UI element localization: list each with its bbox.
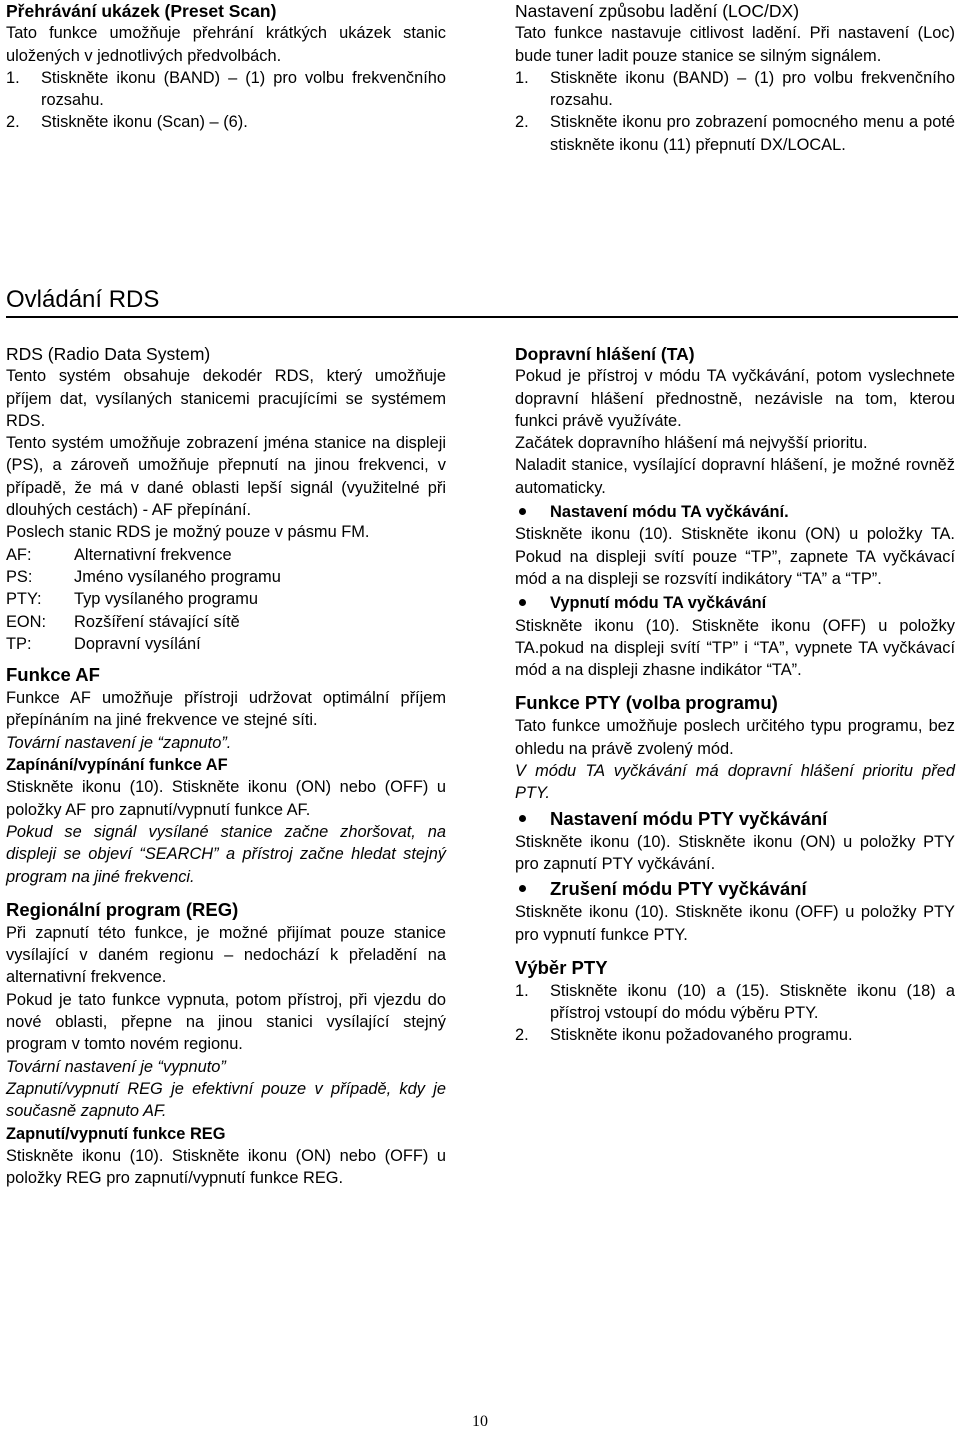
loc-dx-step <box>515 111 955 156</box>
step-text: Stiskněte ikonu (10) a (15). Stiskněte ikonu (18) a přístroj vstoupí do módu výběru PTY. <box>550 981 955 1023</box>
bullet-label: Nastavení módu TA vyčkávání. <box>550 503 789 522</box>
reg-factory-note: Tovární nastavení je “vypnuto” <box>6 1057 226 1076</box>
term-key: AF: <box>6 545 32 564</box>
preset-scan-intro: Tato funkce umožňuje přehrání krátkých ukázek stanic uložených v jednotlivých předvolbách. <box>6 24 446 65</box>
ta-paragraph: Pokud je přístroj v módu TA vyčkávání, potom vyslechnete dopravní hlášení přednostně, nezávisle na tom, kterou funkci právě využíváte. <box>515 367 955 430</box>
left-column <box>6 343 446 1189</box>
page-number: 10 <box>472 1413 488 1430</box>
step-text: Stiskněte ikonu (Scan) – (6). <box>41 113 248 132</box>
step-text: Stiskněte ikonu (BAND) – (1) pro volbu frekvenčního rozsahu. <box>41 68 446 110</box>
preset-scan-step <box>6 67 446 112</box>
ta-heading: Dopravní hlášení (TA) <box>515 344 695 364</box>
af-factory-note: Tovární nastavení je “zapnuto”. <box>6 733 232 752</box>
term-value: Alternativní frekvence <box>74 545 232 564</box>
reg-paragraph: Pokud je tato funkce vypnuta, potom přístroj, při vjezdu do nové oblasti, přepne na jinou stanici vysílající stejný program v tomto novém regionu. <box>6 990 446 1054</box>
ta-bullet <box>515 592 955 614</box>
pty-select-step <box>515 1024 955 1046</box>
rds-heading: RDS (Radio Data System) <box>6 344 211 364</box>
term-value: Dopravní vysílání <box>74 634 201 653</box>
term-key: PS: <box>6 567 33 586</box>
reg-note: Zapnutí/vypnutí REG je efektivní pouze v případě, kdy je současně zapnuto AF. <box>6 1079 446 1121</box>
right-column <box>515 343 955 1047</box>
bullet-icon <box>515 501 550 523</box>
ta-paragraph: Začátek dopravního hlášení má nejvyšší prioritu. <box>515 434 868 453</box>
pty-note: V módu TA vyčkávání má dopravní hlášení prioritu před PTY. <box>515 762 955 803</box>
af-heading: Funkce AF <box>6 664 100 686</box>
step-number: 1. <box>515 68 529 87</box>
preset-scan-step <box>6 111 446 133</box>
loc-dx-heading: Nastavení způsobu ladění (LOC/DX) <box>515 1 800 21</box>
pty-bullet-text: Stiskněte ikonu (10). Stiskněte ikonu (OFF) u položky PTY pro vypnutí funkce PTY. <box>515 903 955 944</box>
af-subheading: Zapínání/vypínání funkce AF <box>6 756 228 775</box>
term-key: EON: <box>6 612 47 631</box>
bullet-icon <box>515 877 550 901</box>
rds-paragraph: Tento systém obsahuje dekodér RDS, který umožňuje příjem dat, vysílaných stanicemi pracujícími se systémem RDS. <box>6 367 446 430</box>
reg-paragraph: Při zapnutí této funkce, je možné přijímat pouze stanice vysílající v daném regionu – nedochází k přeladění na alternativní frekvence. <box>6 923 446 987</box>
bullet-icon <box>515 592 550 614</box>
af-note: Pokud se signál vysílané stanice začne zhoršovat, na displeji se objeví “SEARCH” a přístroj začne hledat stejný program na jiné frekvenci. <box>6 822 446 886</box>
bullet-label: Nastavení módu PTY vyčkávání <box>550 807 828 829</box>
term-value: Rozšíření stávající sítě <box>74 612 240 631</box>
pty-select-step <box>515 980 955 1025</box>
rds-paragraph: Tento systém umožňuje zobrazení jména stanice na displeji (PS), a zároveň umožňuje přepnutí na jinou frekvenci, v případě, že má v dané oblasti lepší signál (využitelné při dlouhých cestách) - AF přepínání. <box>6 434 446 520</box>
pty-select-heading: Výběr PTY <box>515 956 608 978</box>
bullet-label: Vypnutí módu TA vyčkávání <box>550 594 767 613</box>
preset-scan-section <box>6 0 446 134</box>
step-number: 2. <box>6 113 20 132</box>
loc-dx-step <box>515 67 955 112</box>
term-row <box>6 633 446 655</box>
ta-bullet <box>515 501 955 523</box>
term-row <box>6 544 446 566</box>
af-paragraph: Stiskněte ikonu (10). Stiskněte ikonu (ON) nebo (OFF) u položky AF pro zapnutí/vypnutí funkce AF. <box>6 778 446 819</box>
pty-paragraph: Tato funkce umožňuje poslech určitého typu programu, bez ohledu na právě zvolený mód. <box>515 717 955 758</box>
term-row <box>6 611 446 633</box>
af-paragraph: Funkce AF umožňuje přístroji udržovat optimální příjem přepínáním na jiné frekvence ve stejné síti. <box>6 689 446 730</box>
pty-bullet-text: Stiskněte ikonu (10). Stiskněte ikonu (ON) u položky PTY pro zapnutí PTY vyčkávání. <box>515 832 955 873</box>
term-row <box>6 588 446 610</box>
section-title: Ovládání RDS <box>6 284 958 318</box>
reg-paragraph: Stiskněte ikonu (10). Stiskněte ikonu (ON) nebo (OFF) u položky REG pro zapnutí/vypnutí funkce REG. <box>6 1146 446 1188</box>
bullet-icon <box>515 807 550 831</box>
reg-heading: Regionální program (REG) <box>6 898 239 920</box>
step-number: 1. <box>515 981 529 1000</box>
loc-dx-intro: Tato funkce nastavuje citlivost ladění. Při nastavení (Loc) bude tuner ladit pouze stanice se silným signálem. <box>515 24 955 65</box>
step-number: 2. <box>515 113 529 132</box>
pty-bullet <box>515 807 955 831</box>
pty-bullet <box>515 877 955 901</box>
term-value: Jméno vysílaného programu <box>74 567 281 586</box>
rds-terms-list <box>6 544 446 655</box>
term-key: TP: <box>6 634 32 653</box>
bullet-label: Zrušení módu PTY vyčkávání <box>550 878 807 900</box>
term-key: PTY: <box>6 590 42 609</box>
step-text: Stiskněte ikonu požadovaného programu. <box>550 1026 853 1045</box>
term-row <box>6 566 446 588</box>
term-value: Typ vysílaného programu <box>74 590 259 609</box>
step-text: Stiskněte ikonu pro zobrazení pomocného menu a poté stiskněte ikonu (11) přepnutí DX/LOCAL. <box>550 113 955 154</box>
step-number: 1. <box>6 68 20 87</box>
ta-bullet-text: Stiskněte ikonu (10). Stiskněte ikonu (OFF) u položky TA.pokud na displeji svítí “TP” i “TA”, vypnete TA vyčkávací mód a na displeji zhasne indikátor “TA”. <box>515 616 955 680</box>
preset-scan-heading: Přehrávání ukázek (Preset Scan) <box>6 1 277 21</box>
ta-bullet-text: Stiskněte ikonu (10). Stiskněte ikonu (ON) u položky TA. Pokud na displeji svítí pouze “TP”, zapnete TA vyčkávací mód a na displeji se rozsvítí indikátory “TA” a “TP”. <box>515 525 955 588</box>
reg-subheading: Zapnutí/vypnutí funkce REG <box>6 1124 226 1143</box>
pty-heading: Funkce PTY (volba programu) <box>515 692 778 714</box>
ta-paragraph: Naladit stanice, vysílající dopravní hlášení, je možné rovněž automaticky. <box>515 456 955 497</box>
loc-dx-section <box>515 0 955 156</box>
step-text: Stiskněte ikonu (BAND) – (1) pro volbu frekvenčního rozsahu. <box>550 68 955 110</box>
step-number: 2. <box>515 1026 529 1045</box>
rds-paragraph: Poslech stanic RDS je možný pouze v pásmu FM. <box>6 523 370 542</box>
